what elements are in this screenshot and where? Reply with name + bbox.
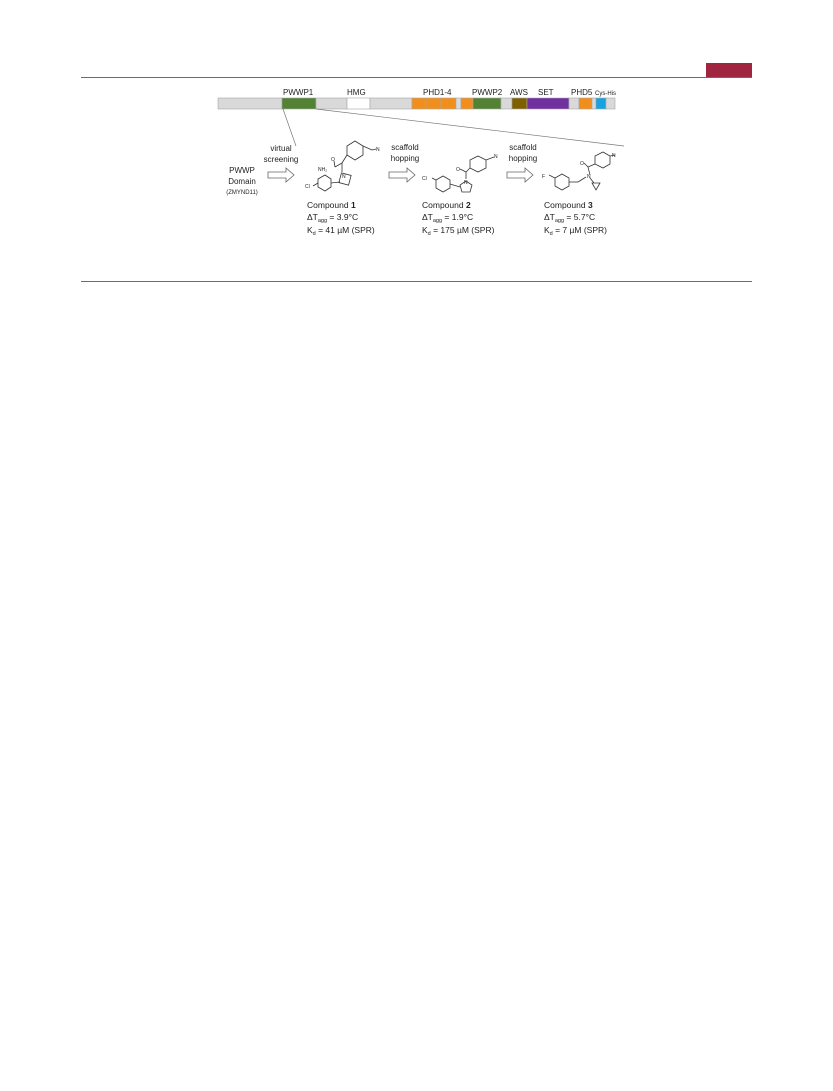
- label-pwwp2: PWWP2: [472, 88, 503, 97]
- compound-3-caption: [544, 200, 607, 237]
- compound-1-n-atom: N: [342, 174, 346, 180]
- zoom-line-left: [283, 109, 296, 146]
- compound-2-dt: $\Delta T_{agg} = 1.9^\circ C$: [422, 212, 474, 224]
- step1-label-line2: screening: [263, 155, 299, 164]
- label-cys-his: Cys-His: [595, 91, 616, 97]
- arrow-2-icon: [389, 168, 415, 182]
- compound-2-structure: [432, 156, 494, 192]
- label-phd1-4: PHD1-4: [423, 88, 452, 97]
- step1-label-line1: virtual: [270, 144, 292, 153]
- compound-1-cl-atom: Cl: [305, 184, 310, 190]
- domain-label: Domain: [228, 177, 256, 186]
- zmynd11-label: (ZMYND11): [226, 190, 258, 196]
- domain-segment-grey-5: [501, 98, 512, 109]
- compound-1-cn-atom: N: [376, 147, 380, 153]
- domain-segment-grey-6: [569, 98, 579, 109]
- domain-segment-grey-7: [592, 98, 596, 109]
- compound-2-n-atom: N: [464, 180, 468, 186]
- domain-segment-phd-1: [412, 98, 426, 109]
- pwwp-label: PWWP: [229, 166, 255, 175]
- domain-segment-cys-his: [596, 98, 606, 109]
- compound-1-name: Compound 1: [307, 200, 356, 210]
- compound-1-dt: $\Delta T_{agg} = 3.9^\circ C$: [307, 212, 359, 224]
- compound-3-kd: $K_d = 7$ µM (SPR): [544, 225, 607, 237]
- domain-segment-hmg: [347, 98, 370, 109]
- domain-segment-set: [527, 98, 569, 109]
- label-set: SET: [538, 88, 554, 97]
- arrow-3-icon: [507, 168, 533, 182]
- compound-3-structure: [549, 152, 615, 190]
- compound-3-dt: $\Delta T_{agg} = 5.7^\circ C$: [544, 212, 596, 224]
- compound-1-caption: [307, 200, 375, 237]
- label-aws: AWS: [510, 88, 528, 97]
- compound-1-structure: [313, 141, 376, 191]
- compound-1-kd: $K_d = 41$ µM (SPR): [307, 225, 375, 237]
- compound-2-caption: [422, 200, 495, 237]
- compound-2-kd: $K_d = 175$ µM (SPR): [422, 225, 495, 237]
- arrow-1-icon: [268, 168, 294, 182]
- compound-1-nh2-atom: NH₂: [318, 167, 328, 173]
- step2-label-line2: hopping: [390, 154, 420, 163]
- domain-segment-grey-8: [606, 98, 615, 109]
- compound-3-name: Compound 3: [544, 200, 593, 210]
- compound-3-f-atom: F: [542, 174, 546, 180]
- domain-segment-pwwp1: [282, 98, 316, 109]
- compound-2-o-atom: O: [456, 167, 460, 173]
- domain-segment-grey-4: [456, 98, 461, 109]
- domain-segment-phd-2: [426, 98, 441, 109]
- compound-3-o-atom: O: [580, 161, 584, 167]
- compound-2-cn-atom: N: [494, 154, 498, 160]
- step3-label-line1: scaffold: [509, 143, 537, 152]
- compound-3-cn-atom: N: [612, 153, 616, 159]
- label-pwwp1: PWWP1: [283, 88, 314, 97]
- compound-1-o-atom: O: [331, 157, 335, 163]
- label-phd5: PHD5: [571, 88, 593, 97]
- compound-3-n-atom: N: [587, 174, 591, 180]
- domain-segment-grey-3: [370, 98, 412, 109]
- graphical-abstract-figure: [0, 0, 833, 300]
- step2-label-line1: scaffold: [391, 143, 419, 152]
- domain-segment-phd-4: [461, 98, 473, 109]
- domain-segment-aws: [512, 98, 527, 109]
- domain-segment-phd5: [579, 98, 592, 109]
- domain-segment-grey-2: [316, 98, 347, 109]
- domain-segment-pwwp2: [473, 98, 501, 109]
- compound-2-name: Compound 2: [422, 200, 471, 210]
- zoom-line-right: [316, 109, 624, 146]
- step3-label-line2: hopping: [508, 154, 538, 163]
- compound-2-cl-atom: Cl: [422, 176, 427, 182]
- domain-segment-grey-1: [218, 98, 282, 109]
- label-hmg: HMG: [347, 88, 366, 97]
- domain-segment-phd-3: [441, 98, 456, 109]
- protein-domain-bar: [218, 98, 615, 109]
